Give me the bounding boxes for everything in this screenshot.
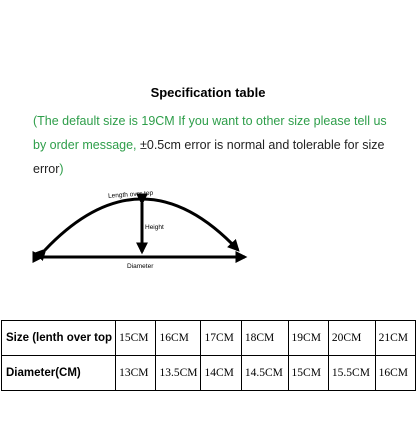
table-cell: 18CM: [241, 321, 288, 356]
row-header-diameter: Diameter(CM): [2, 356, 116, 391]
default-size-note: (The default size is 19CM If you want to other size please tell us by order message,: [33, 114, 387, 152]
table-row: [2, 356, 416, 391]
table-cell: 13CM: [116, 356, 156, 391]
spec-table: [1, 320, 416, 391]
table-cell: 14CM: [201, 356, 241, 391]
table-cell: 17CM: [201, 321, 241, 356]
table-cell: 15.5CM: [328, 356, 375, 391]
height-label: Height: [145, 224, 164, 231]
size-diagram: [0, 180, 416, 275]
note-close-paren: ): [59, 162, 64, 176]
table-cell: 15CM: [288, 356, 328, 391]
table-cell: 14.5CM: [241, 356, 288, 391]
row-header-size: Size (lenth over top: [2, 321, 116, 356]
table-cell: 19CM: [288, 321, 328, 356]
tolerance-note: ±0.5cm error is normal and tolerable for size error: [33, 138, 385, 176]
table-row: [2, 321, 416, 356]
size-note: [33, 109, 393, 181]
table-cell: 20CM: [328, 321, 375, 356]
table-cell: 16CM: [375, 356, 415, 391]
table-cell: 13.5CM: [156, 356, 201, 391]
table-cell: 16CM: [156, 321, 201, 356]
diameter-label: Diameter: [127, 263, 154, 270]
table-cell: 21CM: [375, 321, 415, 356]
page-title: Specification table: [150, 85, 266, 100]
table-cell: 15CM: [116, 321, 156, 356]
length-over-top-label: Length over top: [107, 189, 154, 200]
